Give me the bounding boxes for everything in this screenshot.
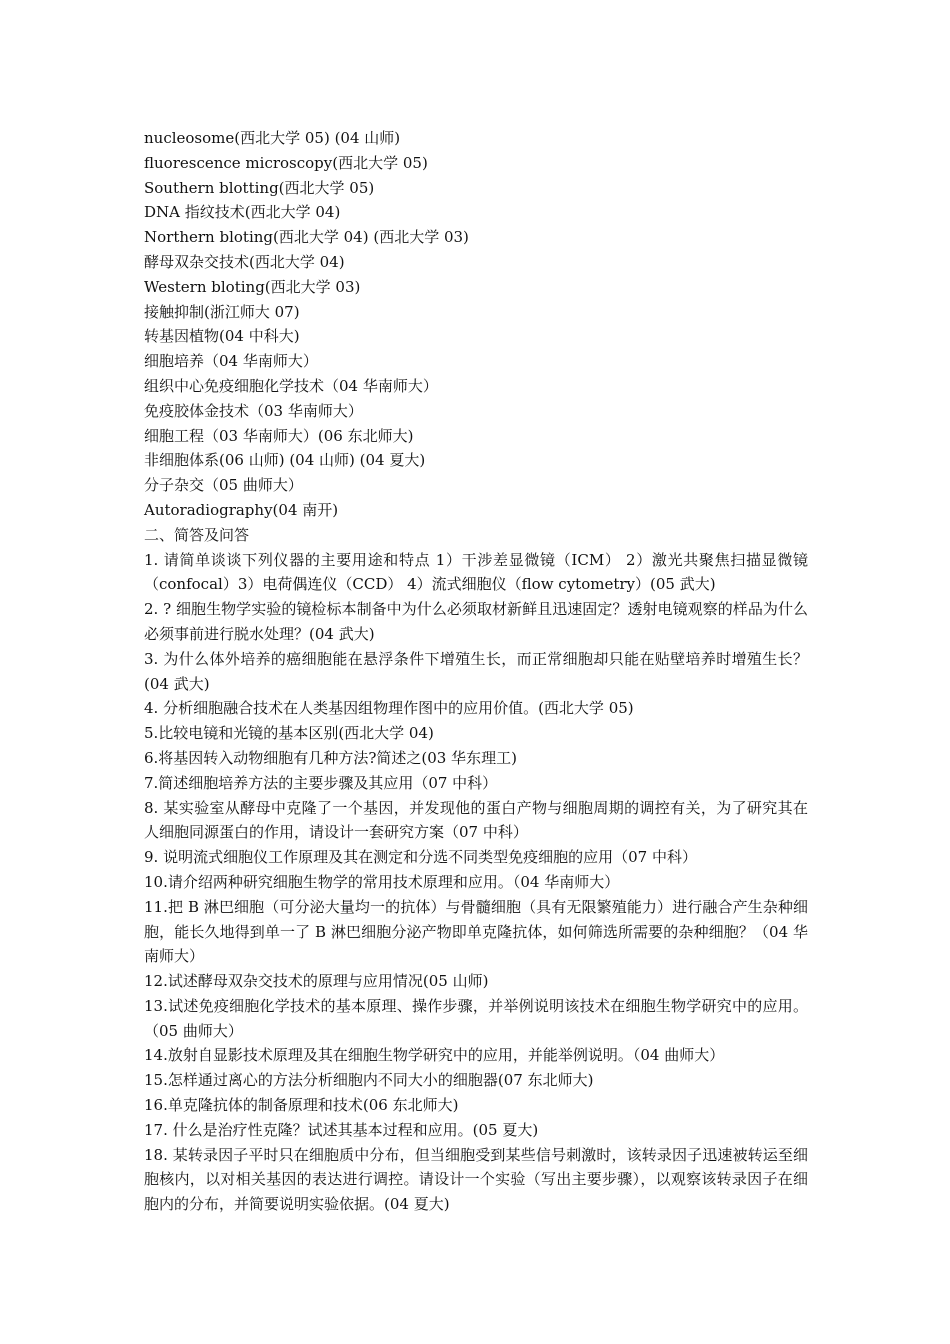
term-item: Western bloting(西北大学 03) <box>144 277 361 296</box>
question-item: 13.试述免疫细胞化学技术的基本原理、操作步骤，并举例说明该技术在细胞生物学研究中的应用。（05 曲师大） <box>144 996 808 1040</box>
document-body <box>144 126 808 1217</box>
term-item: 分子杂交（05 曲师大） <box>144 476 303 495</box>
question-item: 16.单克隆抗体的制备原理和技术(06 东北师大) <box>144 1096 459 1115</box>
question-item: 18. 某转录因子平时只在细胞质中分布，但当细胞受到某些信号刺激时，该转录因子迅速被转运至细胞核内，以对相关基因的表达进行调控。请设计一个实验（写出主要步骤），以观察该转录因子在细胞内的分布，并简要说明实验依据。(04 夏大) <box>144 1145 808 1214</box>
section-heading: 二、简答及问答 <box>144 525 250 544</box>
term-item: Southern blotting(西北大学 05) <box>144 178 375 197</box>
question-item: 7.简述细胞培养方法的主要步骤及其应用（07 中科） <box>144 773 498 792</box>
term-item: Autoradiography(04 南开) <box>144 500 339 519</box>
term-item: fluorescence microscopy(西北大学 05) <box>144 153 428 172</box>
term-item: nucleosome(西北大学 05) (04 山师) <box>144 129 401 147</box>
question-item: 4. 分析细胞融合技术在人类基因组物理作图中的应用价值。(西北大学 05) <box>144 699 634 718</box>
term-item: 细胞工程（03 华南师大）(06 东北师大) <box>144 426 414 445</box>
term-item: DNA 指纹技术(西北大学 04) <box>144 203 341 222</box>
term-item: 细胞培养（04 华南师大） <box>144 352 318 371</box>
term-item: 转基因植物(04 中科大) <box>144 327 300 346</box>
question-item: 8. 某实验室从酵母中克隆了一个基因，并发现他的蛋白产物与细胞周期的调控有关，为了研究其在人细胞同源蛋白的作用，请设计一套研究方案（07 中科） <box>144 798 808 842</box>
question-item: 9. 说明流式细胞仪工作原理及其在测定和分选不同类型免疫细胞的应用（07 中科） <box>144 848 697 867</box>
question-item: 2. ? 细胞生物学实验的镜检标本制备中为什么必须取材新鲜且迅速固定？透射电镜观察的样品为什么必须事前进行脱水处理？(04 武大) <box>144 600 808 643</box>
question-item: 15.怎样通过离心的方法分析细胞内不同大小的细胞器(07 东北师大) <box>144 1071 594 1090</box>
term-item: Northern bloting(西北大学 04) (西北大学 03) <box>144 228 469 247</box>
question-item: 6.将基因转入动物细胞有几种方法?简述之(03 华东理工) <box>144 748 517 767</box>
term-item: 接触抑制(浙江师大 07) <box>144 302 300 321</box>
question-item: 10.请介绍两种研究细胞生物学的常用技术原理和应用。（04 华南师大） <box>144 872 620 891</box>
question-item: 12.试述酵母双杂交技术的原理与应用情况(05 山师) <box>144 972 489 991</box>
question-item: 3. 为什么体外培养的癌细胞能在悬浮条件下增殖生长，而正常细胞却只能在贴壁培养时增殖生长？(04 武大) <box>144 649 808 693</box>
question-item: 17. 什么是治疗性克隆？试述其基本过程和应用。(05 夏大) <box>144 1120 539 1139</box>
term-item: 非细胞体系(06 山师) (04 山师) (04 夏大) <box>144 451 426 470</box>
question-item: 1. 请简单谈谈下列仪器的主要用途和特点 1）干涉差显微镜（ICM） 2）激光共聚焦扫描显微镜（confocal）3）电荷偶连仪（CCD） 4）流式细胞仪（flow cytometry）(05 武大) <box>144 550 808 594</box>
question-item: 11.把 B 淋巴细胞（可分泌大量均一的抗体）与骨髓细胞（具有无限繁殖能力）进行融合产生杂种细胞，能长久地得到单一了 B 淋巴细胞分泌产物即单克隆抗体，如何筛选所需要的杂种细胞？（04 华南师大） <box>144 897 808 966</box>
term-item: 免疫胶体金技术（03 华南师大） <box>144 401 363 420</box>
term-item: 酵母双杂交技术(西北大学 04) <box>144 252 345 271</box>
question-item: 14.放射自显影技术原理及其在细胞生物学研究中的应用，并能举例说明。（04 曲师大） <box>144 1046 725 1065</box>
question-item: 5.比较电镜和光镜的基本区别(西北大学 04) <box>144 724 434 743</box>
term-item: 组织中心免疫细胞化学技术（04 华南师大） <box>144 376 438 395</box>
